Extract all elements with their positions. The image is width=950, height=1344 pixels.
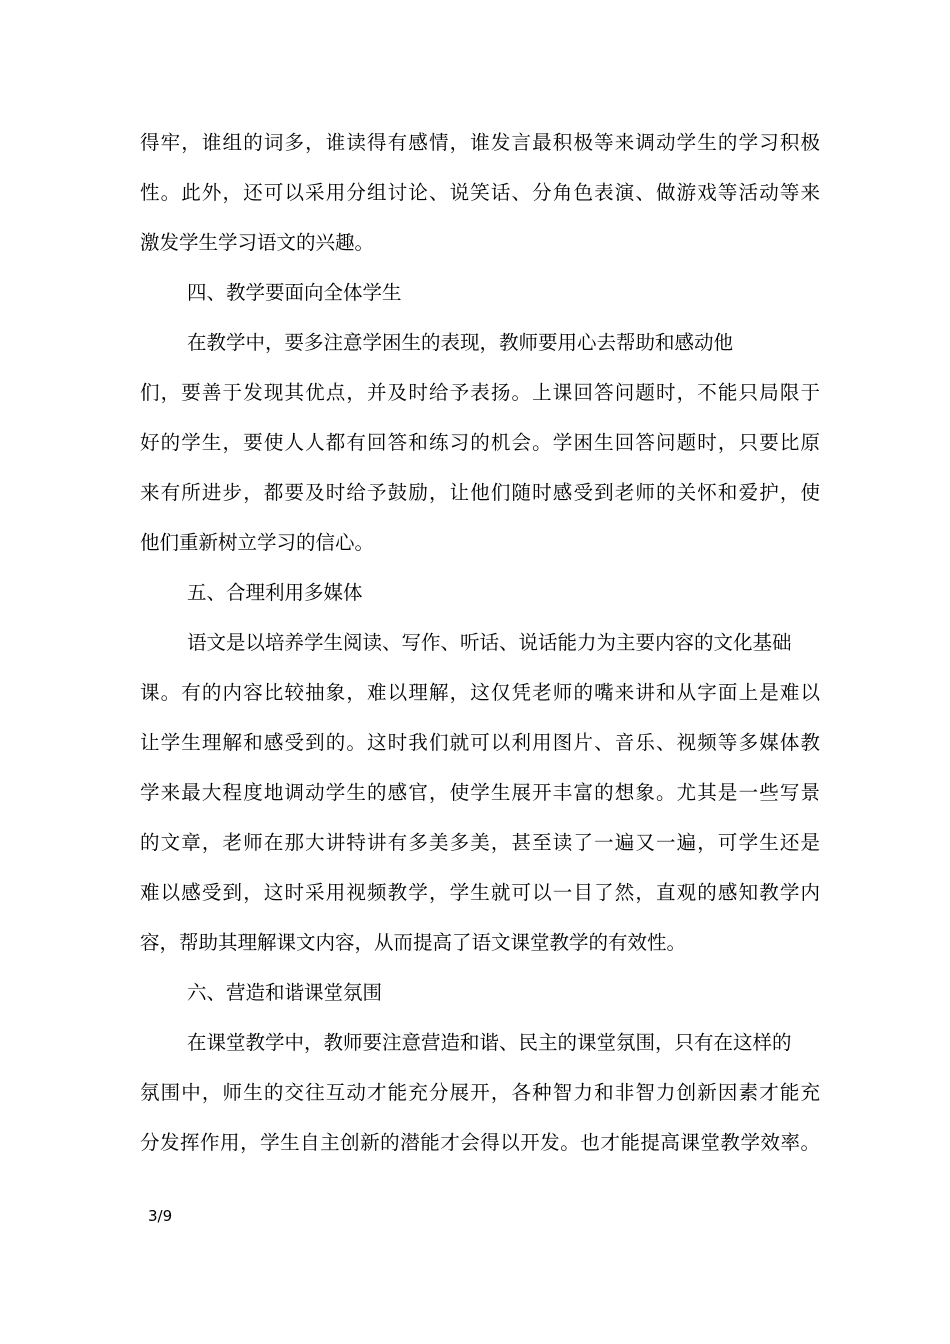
paragraph-line: 们，要善于发现其优点，并及时给予表扬。上课回答问题时，不能只局限于 — [140, 381, 820, 404]
paragraph-line: 氛围中，师生的交往互动才能充分展开，各种智力和非智力创新因素才能充 — [140, 1081, 820, 1104]
page-number: 3/9 — [148, 1207, 173, 1225]
paragraph-line: 容，帮助其理解课文内容，从而提高了语文课堂教学的有效性。 — [140, 931, 687, 954]
paragraph-line: 来有所进步，都要及时给予鼓励，让他们随时感受到老师的关怀和爱护，使 — [140, 481, 820, 504]
paragraph-line: 性。此外，还可以采用分组讨论、说笑话、分角色表演、做游戏等活动等来 — [140, 181, 820, 204]
paragraph-line: 他们重新树立学习的信心。 — [140, 531, 375, 554]
paragraph-line: 分发挥作用，学生自主创新的潜能才会得以开发。也才能提高课堂教学效率。 — [140, 1131, 820, 1154]
paragraph-line: 激发学生学习语文的兴趣。 — [140, 231, 375, 254]
paragraph-line: 的文章，老师在那大讲特讲有多美多美，甚至读了一遍又一遍，可学生还是 — [140, 831, 820, 854]
paragraph-line: 让学生理解和感受到的。这时我们就可以利用图片、音乐、视频等多媒体教 — [140, 731, 820, 754]
paragraph-line: 得牢，谁组的词多，谁读得有感情，谁发言最积极等来调动学生的学习积极 — [140, 131, 820, 154]
paragraph-line: 好的学生，要使人人都有回答和练习的机会。学困生回答问题时，只要比原 — [140, 431, 820, 454]
section-heading: 五、合理利用多媒体 — [187, 581, 363, 604]
section-heading: 四、教学要面向全体学生 — [187, 281, 402, 304]
paragraph-line: 课。有的内容比较抽象，难以理解，这仅凭老师的嘴来讲和从字面上是难以 — [140, 681, 820, 704]
paragraph-line: 学来最大程度地调动学生的感官，使学生展开丰富的想象。尤其是一些写景 — [140, 781, 820, 804]
paragraph-line: 语文是以培养学生阅读、写作、听话、说话能力为主要内容的文化基础 — [187, 631, 792, 654]
paragraph-line: 难以感受到，这时采用视频教学，学生就可以一目了然，直观的感知教学内 — [140, 881, 820, 904]
section-heading: 六、营造和谐课堂氛围 — [187, 981, 383, 1004]
paragraph-line: 在课堂教学中，教师要注意营造和谐、民主的课堂氛围，只有在这样的 — [187, 1031, 792, 1054]
paragraph-line: 在教学中，要多注意学困生的表现，教师要用心去帮助和感动他 — [187, 331, 734, 354]
